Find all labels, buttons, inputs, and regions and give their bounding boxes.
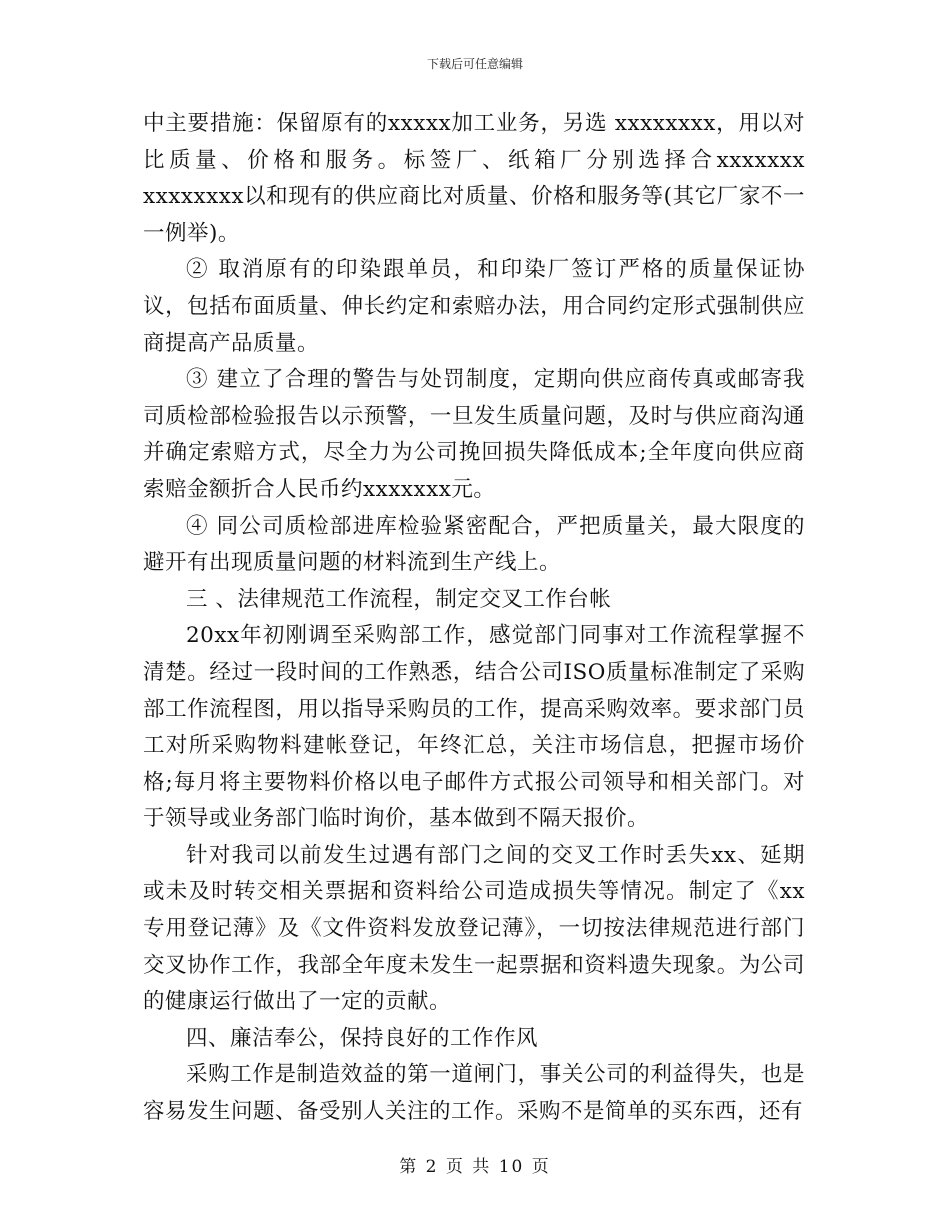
page-number: 第 2 页 共 10 页: [399, 1157, 551, 1177]
section-heading-4: 四、廉洁奉公，保持良好的工作作风: [186, 1025, 539, 1051]
paragraph-5: 20xx年初刚调至采购部工作，感觉部门同事对工作流程掌握不清楚。经过一段时间的工作熟悉，结合公司ISO质量标准制定了采购部工作流程图，用以指导采购员的工作，提高采购效率。要求部门员工对所采购物料建帐登记，年终汇总，关注市场信息，把握市场价格;每月将主要物料价格以电子邮件方式报公司领导和相关部门。对于领导或业务部门临时询价，基本做到不隔天报价。: [143, 623, 805, 832]
paragraph-4: ④ 同公司质检部进库检验紧密配合，严把质量关，最大限度的避开有出现质量问题的材料流到生产线上。: [143, 513, 805, 576]
header-note: 下载后可任意编辑: [426, 57, 523, 71]
paragraph-2: ② 取消原有的印染跟单员，和印染厂签订严格的质量保证协议，包括布面质量、伸长约定和索赔办法，用合同约定形式强制供应商提高产品质量。: [143, 257, 805, 356]
paragraph-6: 针对我司以前发生过遇有部门之间的交叉工作时丢失xx、延期或未及时转交相关票据和资料给公司造成损失等情况。制定了《xx专用登记薄》及《文件资料发放登记薄》，一切按法律规范进行部门交叉协作工作，我部全年度未发生一起票据和资料遗失现象。为公司的健康运行做出了一定的贡献。: [143, 842, 805, 1015]
paragraph-7: 采购工作是制造效益的第一道闸门，事关公司的利益得失，也是容易发生问题、备受别人关注的工作。采购不是简单的买东西，还有: [143, 1062, 805, 1125]
paragraph-1: 中主要措施：保留原有的xxxxx加工业务，另选 xxxxxxxx，用以对比质量、价格和服务。标签厂、纸箱厂分别选择合xxxxxxx xxxxxxxx以和现有的供应商比对质量、价格和服务等(其它厂家不一一例举)。: [143, 111, 805, 246]
section-heading-3: 三 、法律规范工作流程，制定交叉工作台帐: [186, 586, 612, 612]
body-text: [143, 106, 805, 1131]
paragraph-3: ③ 建立了合理的警告与处罚制度，定期向供应商传真或邮寄我司质检部检验报告以示预警，一旦发生质量问题，及时与供应商沟通并确定索赔方式，尽全力为公司挽回损失降低成本;全年度向供应商索赔金额折合人民币约xxxxxxx元。: [143, 367, 805, 502]
